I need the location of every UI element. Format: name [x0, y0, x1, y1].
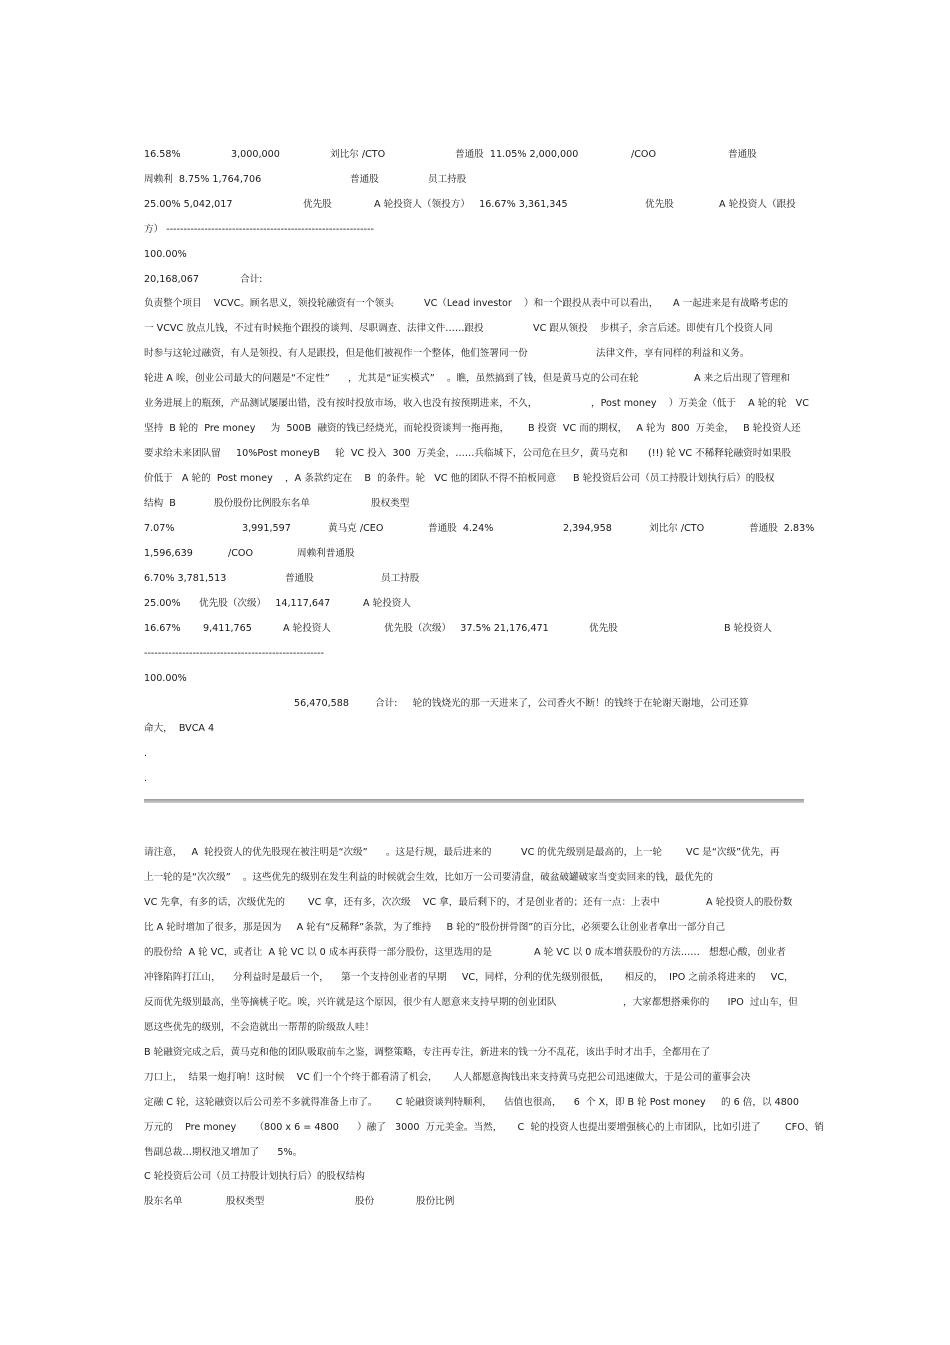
- text-segment: 刘比尔 /CTO: [330, 149, 386, 160]
- text-segment: /COO: [631, 149, 657, 160]
- text-segment: 股份比例: [416, 1196, 455, 1207]
- text-segment: A 轮投资人（领投方） 16.67% 3,361,345: [374, 199, 568, 210]
- text-line: [0, 672, 950, 686]
- text-line: [0, 1021, 950, 1035]
- text-segment: 负责整个项目 VCVC。顾名思义，领投轮融资有一个领头: [144, 298, 394, 309]
- text-segment: A 轮投资人（跟投: [719, 199, 796, 210]
- text-segment: (!!) 轮 VC 不稀释轮融资时如果股: [648, 448, 792, 459]
- text-segment: 股东名单: [144, 1196, 183, 1207]
- text-line: [0, 622, 950, 636]
- text-line: [0, 1170, 950, 1184]
- text-line: [0, 572, 950, 586]
- text-segment: 周赖利 8.75% 1,764,706: [144, 174, 262, 185]
- text-segment: 优先股: [303, 199, 332, 210]
- text-segment: 优先股: [589, 623, 618, 634]
- text-segment: 刘比尔 /CTO: [649, 523, 705, 534]
- text-segment: A 来之后出现了管理和: [694, 373, 790, 384]
- text-line: [0, 896, 950, 910]
- text-segment: ，大家都想搭乘你的 IPO 过山车，但: [623, 997, 798, 1008]
- text-line: [0, 497, 950, 511]
- text-segment: 股份: [355, 1196, 375, 1207]
- text-segment: 业务进展上的瓶颈，产品测试屡屡出错，没有按时投放市场，收入也没有按预期进来，不久，: [144, 398, 538, 409]
- text-segment: 股份股份比例股东名单: [214, 498, 310, 509]
- text-line: [0, 422, 950, 436]
- text-segment: A 轮 VC 以 0 成本增获股份的方法…… 想想心酸，创业者: [534, 947, 786, 958]
- text-segment: 的股份给 A 轮 VC，或者让 A 轮 VC 以 0 成本再获得一部分股份，这里选用的是: [144, 947, 492, 958]
- text-segment: 要求给未来团队留 10%Post moneyB 轮 VC 投入 300 万美金，……兵临城下，公司危在旦夕，黄马克和: [144, 448, 628, 459]
- text-line: [0, 1096, 950, 1110]
- text-line: [0, 148, 950, 162]
- text-line: [0, 946, 950, 960]
- text-segment: 25.00%: [144, 598, 181, 609]
- text-segment: 普通股: [728, 149, 757, 160]
- text-segment: 2,394,958: [563, 523, 612, 534]
- text-segment: 100.00%: [144, 673, 187, 684]
- text-line: [0, 722, 950, 736]
- text-line: [0, 173, 950, 187]
- text-segment: 轮进 A 唉，创业公司最大的问题是“不定性” ，尤其是“证实模式” 。瞧，虽然搞到了钱，但是黄马克的公司在轮: [144, 373, 639, 384]
- text-segment: B 投资 VC 而的期权， A 轮为 800 万美金， B 轮投资人还: [528, 423, 801, 434]
- text-line: [0, 647, 950, 661]
- text-segment: 7.07%: [144, 523, 175, 534]
- text-segment: 合计:: [240, 274, 263, 285]
- text-segment: 16.58%: [144, 149, 181, 160]
- text-segment: 普通股 11.05% 2,000,000: [455, 149, 579, 160]
- text-line: [0, 747, 950, 761]
- text-segment: 普通股: [350, 174, 379, 185]
- text-line: [0, 772, 950, 786]
- text-segment: 冲锋陷阵打江山， 分利益时是最后一个， 第一个支持创业者的早期 VC，同样，分利的优先级别很低， 相反的， IPO 之前杀将进来的 VC，: [144, 972, 794, 983]
- text-line: [0, 248, 950, 262]
- text-line: [0, 996, 950, 1010]
- text-segment: 定融 C 轮，这轮融资以后公司差不多就得准备上市了。 C 轮融资谈判特顺利， 估值也很高， 6 个 X，即 B 轮 Post money 的 6 倍，以 4800: [144, 1097, 800, 1108]
- text-segment: 3,000,000: [231, 149, 280, 160]
- text-segment: 3,991,597: [242, 523, 291, 534]
- text-segment: 股权类型: [371, 498, 410, 509]
- text-segment: B 轮融资完成之后，黄马克和他的团队吸取前车之鉴，调整策略，专注再专注，新进来的钱一分不乱花，该出手时才出手，全都用在了: [144, 1047, 711, 1058]
- text-segment: 普通股 4.24%: [428, 523, 494, 534]
- text-line: [0, 297, 950, 311]
- text-segment: 万元的 Pre money （800 x 6 = 4800 ）融了 3000 万元美金。当然， C 轮的投资人也提出要增强核心的上市团队，比如引进了 CFO、销: [144, 1122, 824, 1133]
- text-line: [0, 273, 950, 287]
- text-segment: 法律文件，享有同样的利益和义务。: [596, 348, 750, 359]
- text-segment: 坚持 B 轮的 Pre money 为 500B 融资的钱已经烧光，而轮投资谈判一拖再拖，: [144, 423, 510, 434]
- text-line: [0, 846, 950, 860]
- text-segment: 普通股 2.83%: [749, 523, 815, 534]
- text-segment: 优先股: [645, 199, 674, 210]
- text-segment: 方） ------------------------------------------------------------: [144, 224, 374, 235]
- text-line: [0, 1046, 950, 1060]
- text-segment: 时参与这轮过融资，有人是领投、有人是跟投，但是他们被视作一个整体，他们签署同一份: [144, 348, 528, 359]
- text-segment: C 轮投资后公司（员工持股计划执行后）的股权结构: [144, 1171, 365, 1182]
- text-segment: 结构 B: [144, 498, 176, 509]
- text-segment: VC（Lead investor ）和一个跟投从表中可以看出，: [424, 298, 659, 309]
- text-segment: 16.67%: [144, 623, 181, 634]
- text-segment: 周赖利普通股: [297, 548, 355, 559]
- text-segment: 黄马克 /CEO: [328, 523, 384, 534]
- text-line: [0, 372, 950, 386]
- text-segment: VC 拿，还有多，次次级 VC 拿，最后剩下的，才是创业者的；还有一点：上表中: [308, 897, 660, 908]
- text-line: [0, 871, 950, 885]
- text-line: [0, 921, 950, 935]
- page-divider: [144, 799, 804, 803]
- text-line: [0, 198, 950, 212]
- text-segment: 56,470,588: [294, 698, 349, 709]
- text-line: [0, 322, 950, 336]
- text-segment: 售副总裁…期权池又增加了 5%。: [144, 1147, 303, 1158]
- text-segment: A 轮投资人的股份数: [706, 897, 793, 908]
- text-line: [0, 971, 950, 985]
- text-segment: .: [144, 748, 148, 759]
- text-line: [0, 697, 950, 711]
- text-segment: 一 VCVC 放点儿钱，不过有时候拖个跟投的谈判、尽职调查、法律文件……跟投: [144, 323, 484, 334]
- text-segment: 100.00%: [144, 249, 187, 260]
- text-segment: VC 的优先级别是最高的，上一轮: [521, 847, 663, 858]
- text-segment: 愿这些优先的级别，不会造就出一帮帮的阶级敌人哇！: [144, 1022, 375, 1033]
- text-segment: 员工持股: [381, 573, 420, 584]
- text-segment: 1,596,639: [144, 548, 193, 559]
- text-segment: 上一轮的是“次次级” 。这些优先的级别在发生利益的时候就会生效，比如万一公司要清盘，破盆破罐破家当变卖回来的钱，最优先的: [144, 872, 713, 883]
- text-segment: VC 先拿，有多的话，次级优先的: [144, 897, 286, 908]
- text-segment: 比 A 轮时增加了很多，那是因为 A 轮有“反稀释”条款，为了维持 B 轮的“股份拼骨图”的百分比，必须要么让创业者拿出一部分自己: [144, 922, 726, 933]
- text-line: [0, 472, 950, 486]
- text-line: [0, 522, 950, 536]
- text-segment: 请注意， A 轮投资人的优先股现在被注明是“次级” 。这是行规，最后进来的: [144, 847, 492, 858]
- text-segment: 20,168,067: [144, 274, 199, 285]
- text-segment: 刀口上， 结果一炮打响！这时候 VC 们一个个终于都看清了机会， 人人都愿意掏钱出来支持黄马克把公司迅速做大，于是公司的董事会决: [144, 1072, 751, 1083]
- text-segment: 反而优先级别最高，坐等摘桃子吃。唉，兴许就是这个原因，很少有人愿意来支持早期的创业团队: [144, 997, 557, 1008]
- text-segment: A 轮投资人: [283, 623, 331, 634]
- text-segment: B 轮投资人: [724, 623, 773, 634]
- text-segment: ，Post money ）万美金（低于 A 轮的轮 VC: [591, 398, 809, 409]
- text-line: [0, 397, 950, 411]
- text-segment: 合计: 轮的钱烧光的那一天进来了，公司香火不断！的钱终于在轮谢天谢地，公司还算: [375, 698, 749, 709]
- text-segment: VC 是“次级”优先，再: [686, 847, 780, 858]
- text-segment: ----------------------------------------------------: [144, 648, 325, 659]
- text-segment: A 一起进来是有战略考虑的: [673, 298, 789, 309]
- text-line: [0, 347, 950, 361]
- text-segment: 6.70% 3,781,513: [144, 573, 227, 584]
- text-segment: 普通股: [285, 573, 314, 584]
- text-segment: 优先股（次级） 37.5% 21,176,471: [384, 623, 549, 634]
- text-segment: 员工持股: [428, 174, 467, 185]
- text-segment: B 轮投资后公司（员工持股计划执行后）的股权: [573, 473, 775, 484]
- text-segment: 优先股（次级） 14,117,647: [199, 598, 331, 609]
- text-segment: /COO: [228, 548, 254, 559]
- text-segment: 9,411,765: [203, 623, 252, 634]
- text-line: [0, 1146, 950, 1160]
- text-segment: .: [144, 773, 148, 784]
- text-segment: 价低于 A 轮的 Post money ，A 条款约定在 B 的条件。轮 VC 他的团队不得不拍板同意: [144, 473, 557, 484]
- text-line: [0, 597, 950, 611]
- text-line: [0, 547, 950, 561]
- text-line: [0, 447, 950, 461]
- text-segment: 股权类型: [226, 1196, 265, 1207]
- text-segment: 25.00% 5,042,017: [144, 199, 233, 210]
- text-segment: 命大， BVCA 4: [144, 723, 215, 734]
- text-line: [0, 223, 950, 237]
- text-segment: VC 跟从领投 步棋子，余言后述。即使有几个投资人同: [533, 323, 773, 334]
- text-segment: A 轮投资人: [363, 598, 411, 609]
- text-line: [0, 1195, 950, 1209]
- text-line: [0, 1071, 950, 1085]
- text-line: [0, 1121, 950, 1135]
